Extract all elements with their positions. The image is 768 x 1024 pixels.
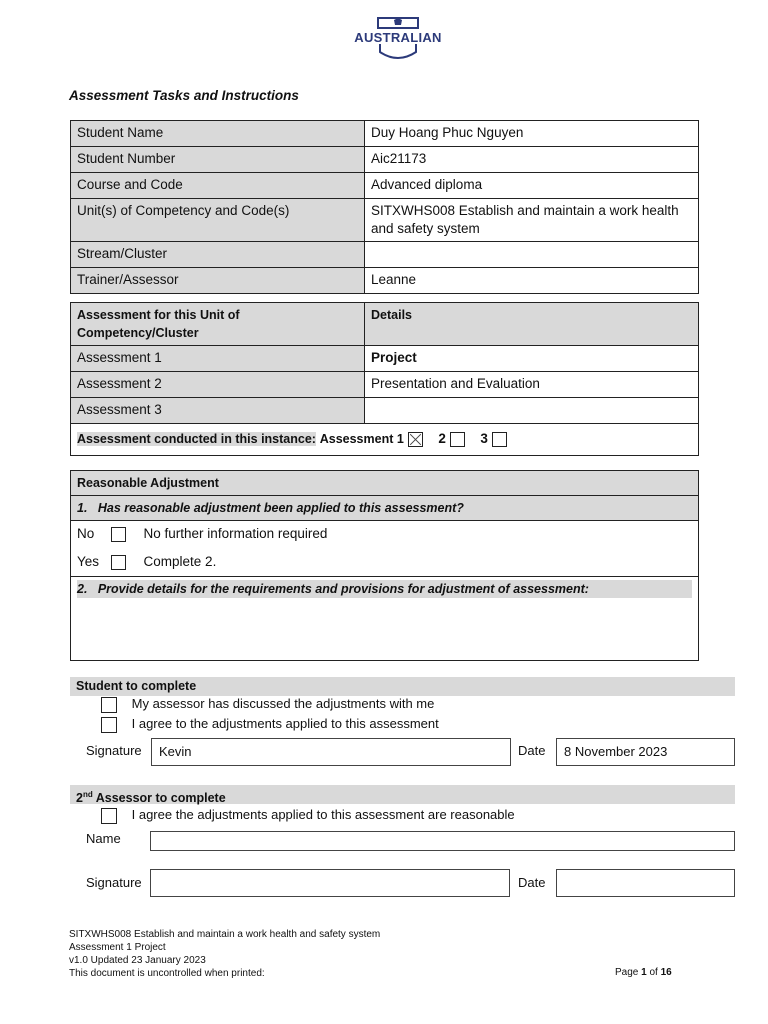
table-header-row <box>71 303 699 346</box>
student-name-value: Duy Hoang Phuc Nguyen <box>365 121 699 147</box>
assessor-agree-checkbox[interactable] <box>101 808 117 824</box>
footer-version: v1.0 Updated 23 January 2023 <box>69 955 206 966</box>
table-row <box>71 424 699 456</box>
no-label: No <box>77 526 95 541</box>
assessment-table <box>70 302 699 456</box>
table-row <box>71 577 699 661</box>
page-prefix: Page <box>615 967 642 978</box>
discussed-text: My assessor has discussed the adjustments with me <box>131 696 435 711</box>
row-label: Unit(s) of Competency and Code(s) <box>71 199 365 242</box>
page-of: of <box>646 967 661 978</box>
reasonable-adjustment-title: Reasonable Adjustment <box>71 471 699 496</box>
logo-text: AUSTRALIAN <box>354 30 442 45</box>
assessment-2-checkbox[interactable] <box>450 432 465 447</box>
page-current: 1 <box>641 967 647 978</box>
stream-value <box>365 242 699 268</box>
assessment-1-checkbox[interactable] <box>408 432 423 447</box>
student-details-table <box>70 120 699 294</box>
table-row <box>71 121 699 147</box>
name-label: Name <box>86 831 121 846</box>
table-row <box>71 398 699 424</box>
assessor-name-field[interactable] <box>150 831 735 851</box>
table-row <box>71 242 699 268</box>
page-number <box>615 967 672 978</box>
student-option-2 <box>101 716 439 733</box>
assessor-option-1 <box>101 807 515 824</box>
table-row <box>71 521 699 577</box>
agree-checkbox[interactable] <box>101 717 117 733</box>
assessor-title-text: Assessor to complete <box>92 791 226 806</box>
assessor-agree-text: I agree the adjustments applied to this assessment are reasonable <box>131 807 515 822</box>
footer-uncontrolled: This document is uncontrolled when printed: <box>69 968 265 979</box>
conducted-row <box>71 424 699 456</box>
details-cell[interactable] <box>71 577 699 661</box>
student-date-field[interactable]: 8 November 2023 <box>556 738 735 766</box>
agree-text: I agree to the adjustments applied to this assessment <box>131 716 439 731</box>
college-logo <box>350 14 446 64</box>
row-label: Student Name <box>71 121 365 147</box>
table-row <box>71 496 699 521</box>
conducted-2-label: 2 <box>438 431 446 446</box>
assessment-header-right: Details <box>365 303 699 346</box>
no-checkbox[interactable] <box>111 527 126 542</box>
student-number-value: Aic21173 <box>365 147 699 173</box>
table-row <box>71 199 699 242</box>
yes-label: Yes <box>77 554 100 569</box>
table-row <box>71 173 699 199</box>
conducted-3-label: 3 <box>480 431 488 446</box>
footer-assessment: Assessment 1 Project <box>69 942 166 953</box>
answer-options <box>71 521 699 577</box>
row-label: Trainer/Assessor <box>71 268 365 294</box>
table-header-row <box>71 471 699 496</box>
assessment-3-value <box>365 398 699 424</box>
discussed-checkbox[interactable] <box>101 697 117 713</box>
signature-label: Signature <box>86 743 142 758</box>
assessor-signature-field[interactable] <box>150 869 510 897</box>
student-option-1 <box>101 696 434 713</box>
assessment-3-checkbox[interactable] <box>492 432 507 447</box>
footer <box>69 928 380 980</box>
assessor-date-field[interactable] <box>556 869 735 897</box>
row-label: Assessment 2 <box>71 372 365 398</box>
unit-value: SITXWHS008 Establish and maintain a work health and safety system <box>365 199 699 242</box>
row-label: Assessment 3 <box>71 398 365 424</box>
assessment-1-value: Project <box>365 346 699 372</box>
yes-text: Complete 2. <box>143 554 217 569</box>
assessor-signature-label: Signature <box>86 875 142 890</box>
question-1: 1. Has reasonable adjustment been applied to this assessment? <box>71 496 699 521</box>
page-heading: Assessment Tasks and Instructions <box>69 88 299 103</box>
assessment-header-left: Assessment for this Unit of Competency/Cluster <box>71 303 365 346</box>
page-total: 16 <box>660 967 672 978</box>
table-row <box>71 268 699 294</box>
question-2: 2. Provide details for the requirements and provisions for adjustment of assessment: <box>77 580 692 598</box>
table-row <box>71 147 699 173</box>
course-value: Advanced diploma <box>365 173 699 199</box>
assessor-title-number: 2 <box>76 791 83 806</box>
row-label: Course and Code <box>71 173 365 199</box>
row-label: Student Number <box>71 147 365 173</box>
assessment-2-value: Presentation and Evaluation <box>365 372 699 398</box>
table-row <box>71 372 699 398</box>
assessor-date-label: Date <box>518 875 546 890</box>
conducted-label: Assessment conducted in this instance: <box>77 432 316 446</box>
trainer-value: Leanne <box>365 268 699 294</box>
assessor-complete-title <box>70 785 735 804</box>
footer-unit: SITXWHS008 Establish and maintain a work health and safety system <box>69 929 381 940</box>
yes-checkbox[interactable] <box>111 555 126 570</box>
student-complete-title: Student to complete <box>70 677 735 696</box>
date-label: Date <box>518 743 546 758</box>
no-text: No further information required <box>143 526 328 541</box>
table-row <box>71 346 699 372</box>
assessor-title-sup: nd <box>82 790 93 799</box>
row-label: Stream/Cluster <box>71 242 365 268</box>
conducted-assessment-1-label: Assessment 1 <box>319 432 404 446</box>
student-signature-field[interactable]: Kevin <box>151 738 511 766</box>
reasonable-adjustment-table <box>70 470 699 661</box>
row-label: Assessment 1 <box>71 346 365 372</box>
